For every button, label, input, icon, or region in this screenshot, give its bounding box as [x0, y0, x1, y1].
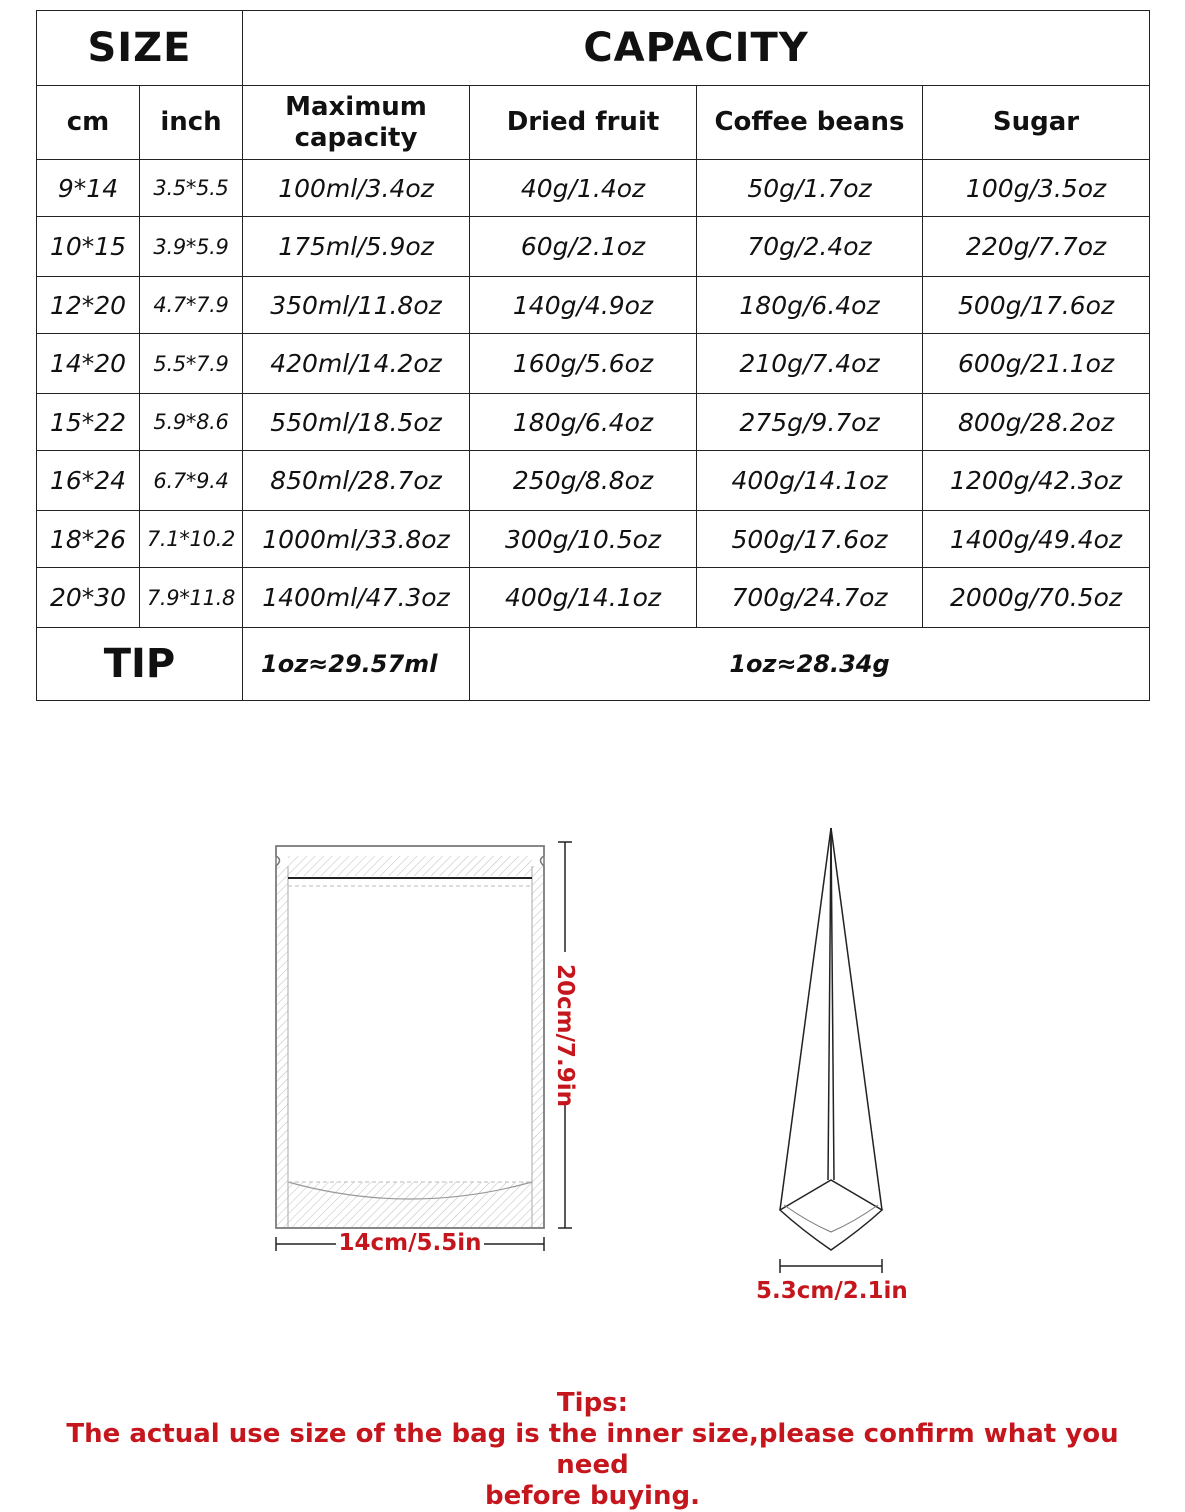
cell-coffee: 70g/2.4oz — [697, 217, 923, 277]
cell-cm: 15*22 — [37, 394, 140, 451]
cell-dried: 300g/10.5oz — [470, 511, 697, 568]
cell-max: 350ml/11.8oz — [243, 277, 470, 334]
cell-coffee: 180g/6.4oz — [697, 277, 923, 334]
cell-inch: 7.9*11.8 — [140, 568, 243, 628]
size-header: SIZE — [37, 11, 243, 86]
cell-max: 550ml/18.5oz — [243, 394, 470, 451]
cell-sugar: 100g/3.5oz — [923, 160, 1150, 217]
cell-dried: 60g/2.1oz — [470, 217, 697, 277]
cell-inch: 3.9*5.9 — [140, 217, 243, 277]
cell-max: 1400ml/47.3oz — [243, 568, 470, 628]
cell-cm: 14*20 — [37, 334, 140, 394]
cell-inch: 5.5*7.9 — [140, 334, 243, 394]
tip-label: TIP — [37, 628, 243, 701]
cell-sugar: 800g/28.2oz — [923, 394, 1150, 451]
cell-cm: 18*26 — [37, 511, 140, 568]
cell-sugar: 600g/21.1oz — [923, 334, 1150, 394]
cell-dried: 140g/4.9oz — [470, 277, 697, 334]
cell-max: 420ml/14.2oz — [243, 334, 470, 394]
tips-line-1: The actual use size of the bag is the inner size,please confirm what you need — [66, 1419, 1119, 1480]
column-inch: inch — [140, 86, 243, 160]
column-coffee-beans: Coffee beans — [697, 86, 923, 160]
tips-title: Tips: — [556, 1388, 629, 1418]
cell-sugar: 2000g/70.5oz — [923, 568, 1150, 628]
cell-inch: 7.1*10.2 — [140, 511, 243, 568]
cell-cm: 16*24 — [37, 451, 140, 511]
width-dimension-label: 14cm/5.5in — [338, 1230, 482, 1256]
tip-gram-conversion: 1oz≈28.34g — [470, 628, 1150, 701]
cell-max: 1000ml/33.8oz — [243, 511, 470, 568]
cell-dried: 180g/6.4oz — [470, 394, 697, 451]
cell-dried: 400g/14.1oz — [470, 568, 697, 628]
cell-sugar: 1200g/42.3oz — [923, 451, 1150, 511]
cell-dried: 250g/8.8oz — [470, 451, 697, 511]
column-cm: cm — [37, 86, 140, 160]
cell-cm: 10*15 — [37, 217, 140, 277]
cell-inch: 6.7*9.4 — [140, 451, 243, 511]
cell-inch: 4.7*7.9 — [140, 277, 243, 334]
cell-dried: 160g/5.6oz — [470, 334, 697, 394]
cell-coffee: 400g/14.1oz — [697, 451, 923, 511]
cell-cm: 9*14 — [37, 160, 140, 217]
cell-sugar: 220g/7.7oz — [923, 217, 1150, 277]
cell-inch: 5.9*8.6 — [140, 394, 243, 451]
tips-note — [40, 1388, 1145, 1512]
cell-coffee: 275g/9.7oz — [697, 394, 923, 451]
cell-cm: 12*20 — [37, 277, 140, 334]
cell-inch: 3.5*5.5 — [140, 160, 243, 217]
depth-dimension-label: 5.3cm/2.1in — [756, 1278, 908, 1304]
cell-coffee: 700g/24.7oz — [697, 568, 923, 628]
cell-coffee: 210g/7.4oz — [697, 334, 923, 394]
height-dimension-label: 20cm/7.9in — [552, 964, 578, 1108]
column-max-capacity: Maximum capacity — [243, 86, 470, 160]
front-bag-outline — [276, 846, 544, 1228]
cell-max: 175ml/5.9oz — [243, 217, 470, 277]
cell-cm: 20*30 — [37, 568, 140, 628]
cell-coffee: 50g/1.7oz — [697, 160, 923, 217]
tip-ml-conversion: 1oz≈29.57ml — [243, 628, 470, 701]
cell-max: 850ml/28.7oz — [243, 451, 470, 511]
cell-sugar: 500g/17.6oz — [923, 277, 1150, 334]
cell-max: 100ml/3.4oz — [243, 160, 470, 217]
cell-dried: 40g/1.4oz — [470, 160, 697, 217]
side-bag-outline — [780, 828, 882, 1250]
column-dried-fruit: Dried fruit — [470, 86, 697, 160]
cell-sugar: 1400g/49.4oz — [923, 511, 1150, 568]
capacity-header: CAPACITY — [243, 11, 1150, 86]
cell-coffee: 500g/17.6oz — [697, 511, 923, 568]
column-sugar: Sugar — [923, 86, 1150, 160]
depth-dimension-line — [780, 1259, 882, 1273]
tips-line-2: before buying. — [485, 1481, 700, 1511]
